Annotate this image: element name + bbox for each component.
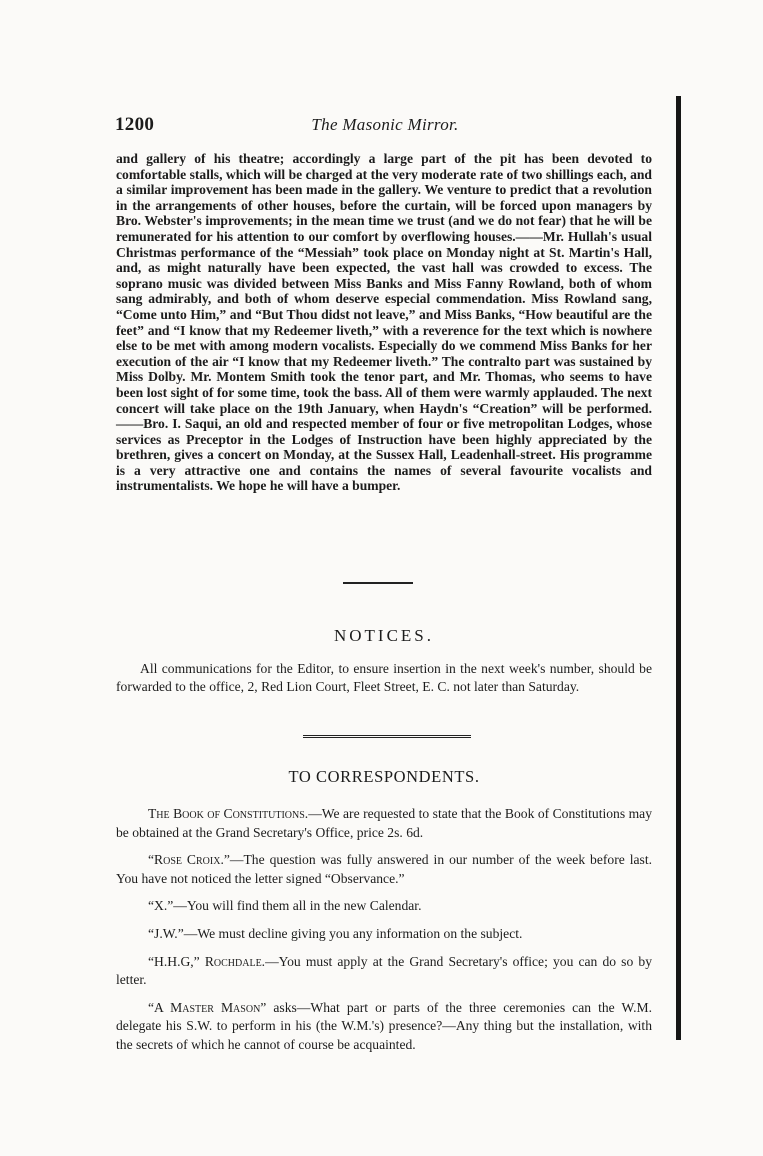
correspondent-item [116, 925, 652, 944]
correspondent-lead: “A Master Mason” [148, 999, 267, 1015]
notices-heading: NOTICES. [333, 626, 435, 645]
correspondent-text: “X.”—You will find them all in the new Calendar. [148, 898, 422, 914]
notices-section [116, 660, 652, 696]
page-number: 1200 [115, 114, 155, 135]
correspondent-text: —The question was fully answered in our number of the week before last. You have not noticed the letter signed “Observance.” [116, 852, 652, 886]
correspondent-item [116, 805, 652, 842]
article-paragraph: and gallery of his theatre; accordingly a large part of the pit has been devoted to comfortable stalls, which will be charged at the very moderate rate of two shillings each, and a similar improvement has been made in the gallery. We venture to predict that a revolution in the arrangements of other houses, before the curtain, will be forced upon managers by Bro. Webster's improvements; in the mean time we trust (and we do not fear) that he will be remunerated for his attention to our comfort by overflowing houses.——Mr. Hullah's usual Christmas performance of the “Messiah” took place on Monday night at St. Martin's Hall, and, as might naturally have been expected, the vast hall was crowded to excess. The soprano music was divided between Miss Banks and Miss Fanny Rowland, both of whom sang admirably, and both of whom deserve especial commendation. Miss Rowland sang, “Come unto Him,” and “But Thou didst not leave,” and Miss Banks, “How beautiful are the feet” and “I know that my Redeemer liveth,” with a reverence for the text which is nowhere else to be met with among modern vocalists. Especially do we commend Miss Banks for her execution of the air “I know that my Redeemer liveth.” The contralto part was sustained by Miss Dolby. Mr. Montem Smith took the tenor part, and Mr. Thomas, who seems to have been lost sight of for some time, took the bass. All of them were warmly applauded. The next concert will take place on the 19th January, when Haydn's “Creation” will be performed.——Bro. I. Saqui, an old and respected member of four or five metropolitan Lodges, whose services as Preceptor in the Lodges of Instruction have been highly appreciated by the brethren, gives a concert on Monday, at the Sussex Hall, Leadenhall-street. His programme is a very attractive one and contains the names of several favourite vocalists and instrumentalists. We hope he will have a bumper. [116, 151, 652, 494]
correspondent-text: asks—What part or parts of the three ceremonies can the W.M. delegate his S.W. to perform in his (the W.M.'s) presence?—Any thing but the installation, with the secrets of which he cannot of course be acquainted. [116, 999, 652, 1052]
correspondent-item [116, 999, 652, 1055]
article-column [116, 151, 652, 494]
section-divider-long [303, 735, 471, 738]
correspondent-item [116, 953, 652, 990]
correspondent-text: —You must apply at the Grand Secretary's office; you can do so by letter. [116, 953, 652, 988]
correspondent-item [116, 897, 652, 916]
notices-paragraph: All communications for the Editor, to ensure insertion in the next week's number, should be forwarded to the office, 2, Red Lion Court, Fleet Street, E. C. not later than Saturday. [116, 661, 652, 694]
correspondents-section [116, 805, 652, 1064]
correspondent-lead: “H.H.G,” Rochdale. [148, 953, 266, 969]
correspondent-text: —We are requested to state that the Book of Constitutions may be obtained at the Grand Secretary's Office, price 2s. 6d. [116, 806, 652, 840]
section-divider-short [343, 582, 413, 584]
correspondent-item [116, 851, 652, 888]
correspondent-text: “J.W.”—We must decline giving you any information on the subject. [148, 925, 523, 941]
correspondents-heading: TO CORRESPONDENTS. [288, 767, 480, 786]
running-title: The Masonic Mirror. [311, 115, 459, 134]
correspondent-lead: “Rose Croix.” [148, 852, 230, 868]
page-edge-shadow [676, 96, 681, 1040]
page-header [115, 114, 655, 140]
correspondent-lead: The Book of Constitutions. [148, 806, 309, 821]
